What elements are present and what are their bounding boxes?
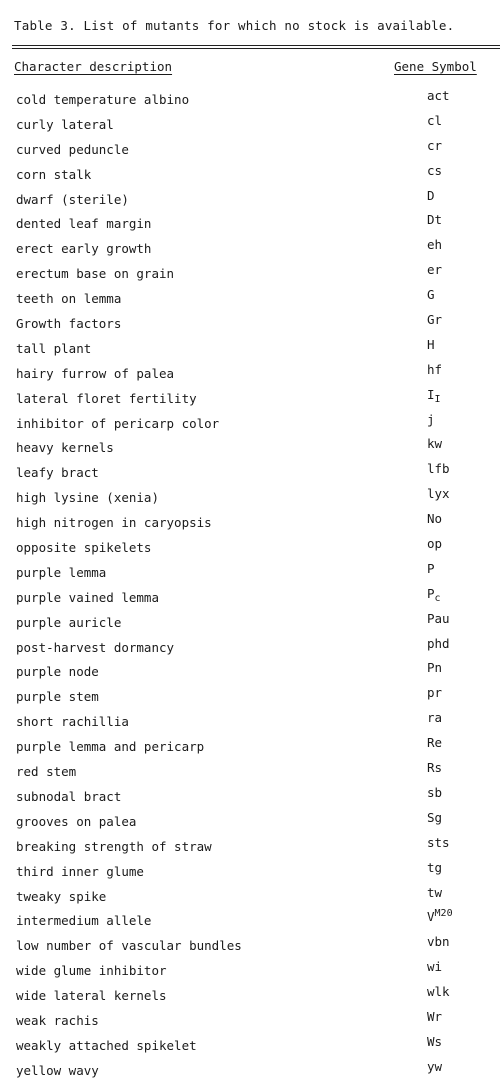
gene-symbol <box>427 760 442 775</box>
gene-symbol <box>427 511 442 526</box>
character-description: wide glume inhibitor <box>16 963 167 979</box>
character-description: inhibitor of pericarp color <box>16 415 220 431</box>
gene-symbol-base: sts <box>427 834 450 850</box>
gene-symbol <box>427 611 450 626</box>
character-description: low number of vascular bundles <box>16 938 242 954</box>
table-row <box>0 188 502 213</box>
table-row <box>0 835 502 860</box>
character-description: tall plant <box>16 340 92 356</box>
table-row <box>0 909 502 934</box>
character-description: yellow wavy <box>16 1062 99 1078</box>
gene-symbol-base: Pau <box>427 610 450 626</box>
character-description: corn stalk <box>16 166 92 182</box>
table-row <box>0 586 502 611</box>
table-row <box>0 113 502 138</box>
table-row <box>0 735 502 760</box>
character-description: erectum base on grain <box>16 266 175 282</box>
gene-symbol <box>427 636 450 651</box>
character-description: high nitrogen in caryopsis <box>16 515 212 531</box>
gene-symbol <box>427 785 442 800</box>
table-row <box>0 387 502 412</box>
character-description: purple lemma <box>16 564 107 580</box>
gene-symbol <box>427 536 442 551</box>
table-row <box>0 934 502 959</box>
gene-symbol-base: sb <box>427 784 443 800</box>
character-description: short rachillia <box>16 714 129 730</box>
gene-symbol <box>427 984 450 999</box>
character-description: tweaky spike <box>16 888 107 904</box>
gene-symbol <box>427 735 442 750</box>
gene-symbol <box>427 436 442 451</box>
gene-symbol-base: tw <box>427 884 443 900</box>
gene-symbol-base: ra <box>427 710 443 726</box>
gene-symbol-base: wlk <box>427 984 450 1000</box>
gene-symbol <box>427 1009 442 1024</box>
table-row <box>0 163 502 188</box>
table-row <box>0 511 502 536</box>
gene-symbol <box>427 561 435 576</box>
gene-symbol-base: lyx <box>427 486 450 502</box>
character-description: grooves on palea <box>16 813 137 829</box>
character-description: hairy furrow of palea <box>16 365 175 381</box>
table-row <box>0 1059 502 1084</box>
gene-symbol <box>427 312 442 327</box>
table-row <box>0 337 502 362</box>
table-row <box>0 138 502 163</box>
table-title: Table 3. List of mutants for which no stock is available. <box>14 18 455 33</box>
table-row <box>0 287 502 312</box>
gene-symbol-base: Dt <box>427 212 443 228</box>
gene-symbol <box>427 412 435 427</box>
gene-symbol <box>427 909 453 924</box>
table-row <box>0 660 502 685</box>
character-description: curly lateral <box>16 116 114 132</box>
table-row <box>0 1034 502 1059</box>
table-row <box>0 212 502 237</box>
character-description: erect early growth <box>16 241 152 257</box>
gene-symbol <box>427 287 435 302</box>
character-description: breaking strength of straw <box>16 838 212 854</box>
character-description: dented leaf margin <box>16 216 152 232</box>
table-row <box>0 710 502 735</box>
gene-symbol-base: lfb <box>427 461 450 477</box>
gene-symbol <box>427 212 442 227</box>
gene-symbol <box>427 710 442 725</box>
gene-symbol-base: op <box>427 536 443 552</box>
gene-symbol-base: Gr <box>427 312 443 328</box>
gene-symbol-base: hf <box>427 361 443 377</box>
character-description: purple lemma and pericarp <box>16 739 205 755</box>
table-row <box>0 785 502 810</box>
gene-symbol-base: Wr <box>427 1008 443 1024</box>
gene-symbol-base: P <box>427 560 435 576</box>
table-row <box>0 959 502 984</box>
gene-symbol-base: Pn <box>427 660 443 676</box>
character-description: third inner glume <box>16 863 144 879</box>
gene-symbol-base: kw <box>427 436 443 452</box>
gene-symbol <box>427 262 442 277</box>
gene-symbol <box>427 386 441 405</box>
gene-symbol-base: tg <box>427 859 443 875</box>
table-row <box>0 412 502 437</box>
gene-symbol-base: No <box>427 511 443 527</box>
table-row <box>0 312 502 337</box>
gene-symbol <box>427 835 450 850</box>
gene-symbol-base: cl <box>427 112 443 128</box>
gene-symbol <box>427 885 442 900</box>
character-description: lateral floret fertility <box>16 390 197 406</box>
character-description: purple stem <box>16 689 99 705</box>
character-description: wide lateral kernels <box>16 988 167 1004</box>
gene-symbol-base: wi <box>427 959 443 975</box>
table-row <box>0 486 502 511</box>
gene-symbol <box>427 163 442 178</box>
gene-symbol <box>427 959 442 974</box>
table-row <box>0 885 502 910</box>
gene-symbol <box>427 660 442 675</box>
gene-symbol-base: yw <box>427 1058 443 1074</box>
column-header-character-description: Character description <box>14 59 173 74</box>
character-description: curved peduncle <box>16 141 129 157</box>
title-rule-upper <box>12 45 500 46</box>
gene-symbol-base: act <box>427 88 450 103</box>
gene-symbol-base: eh <box>427 237 443 253</box>
gene-symbol-base: P <box>427 585 435 601</box>
gene-symbol <box>427 860 442 875</box>
gene-symbol <box>427 113 442 128</box>
gene-symbol-base: G <box>427 287 435 303</box>
gene-symbol-base: cr <box>427 137 443 153</box>
table-row <box>0 685 502 710</box>
gene-symbol <box>427 1034 442 1049</box>
gene-symbol <box>427 810 442 825</box>
character-description: purple auricle <box>16 614 122 630</box>
gene-symbol <box>427 188 435 203</box>
gene-symbol-base: cs <box>427 162 443 178</box>
table-row <box>0 760 502 785</box>
table-row <box>0 860 502 885</box>
column-header-gene-symbol: Gene Symbol <box>394 59 477 74</box>
gene-symbol-base: I <box>427 386 435 402</box>
gene-symbol-subscript: c <box>434 592 441 604</box>
character-description: subnodal bract <box>16 788 122 804</box>
gene-symbol <box>427 337 435 352</box>
character-description: opposite spikelets <box>16 540 152 556</box>
gene-symbol <box>427 461 450 476</box>
gene-symbol-base: Ws <box>427 1033 443 1049</box>
character-description: leafy bract <box>16 465 99 481</box>
table-row <box>0 611 502 636</box>
gene-symbol-base: j <box>427 411 435 427</box>
gene-symbol-superscript: M20 <box>434 908 453 920</box>
character-description: high lysine (xenia) <box>16 490 159 506</box>
gene-symbol-base: Re <box>427 735 443 751</box>
character-description: red stem <box>16 764 77 780</box>
gene-symbol-subscript: I <box>434 393 441 405</box>
gene-symbol-base: V <box>427 909 435 925</box>
gene-symbol-base: Sg <box>427 809 443 825</box>
table-row <box>0 810 502 835</box>
gene-symbol-base: D <box>427 187 435 203</box>
gene-symbol <box>427 685 442 700</box>
gene-symbol <box>427 237 442 252</box>
gene-symbol <box>427 362 442 377</box>
character-description: Growth factors <box>16 316 122 332</box>
gene-symbol <box>427 1059 442 1074</box>
table-row <box>0 536 502 561</box>
gene-symbol <box>427 138 442 153</box>
table-row <box>0 362 502 387</box>
table-row <box>0 984 502 1009</box>
table-row <box>0 436 502 461</box>
table-row <box>0 461 502 486</box>
character-description: weak rachis <box>16 1012 99 1028</box>
gene-symbol <box>427 585 441 604</box>
gene-symbol <box>427 486 450 501</box>
character-description: cold temperature albino <box>16 92 190 107</box>
gene-symbol-base: H <box>427 336 435 352</box>
table-row <box>0 561 502 586</box>
character-description: purple node <box>16 664 99 680</box>
gene-symbol <box>427 934 450 949</box>
gene-symbol-base: Rs <box>427 760 443 776</box>
table-row <box>0 1009 502 1034</box>
character-description: purple vained lemma <box>16 589 159 605</box>
gene-symbol <box>427 88 450 103</box>
character-description: weakly attached spikelet <box>16 1037 197 1053</box>
table-row <box>0 636 502 661</box>
table-row <box>0 237 502 262</box>
title-rule-lower <box>12 48 500 49</box>
gene-symbol-base: vbn <box>427 934 450 950</box>
character-description: heavy kernels <box>16 440 114 456</box>
table-row <box>0 262 502 287</box>
character-description: teeth on lemma <box>16 291 122 307</box>
gene-symbol-base: pr <box>427 685 443 701</box>
mutant-table-body <box>0 88 502 1084</box>
gene-symbol-base: er <box>427 262 443 278</box>
character-description: post-harvest dormancy <box>16 639 175 655</box>
character-description: dwarf (sterile) <box>16 191 129 207</box>
gene-symbol-base: phd <box>427 635 450 651</box>
table-row <box>0 88 502 113</box>
character-description: intermedium allele <box>16 913 152 929</box>
